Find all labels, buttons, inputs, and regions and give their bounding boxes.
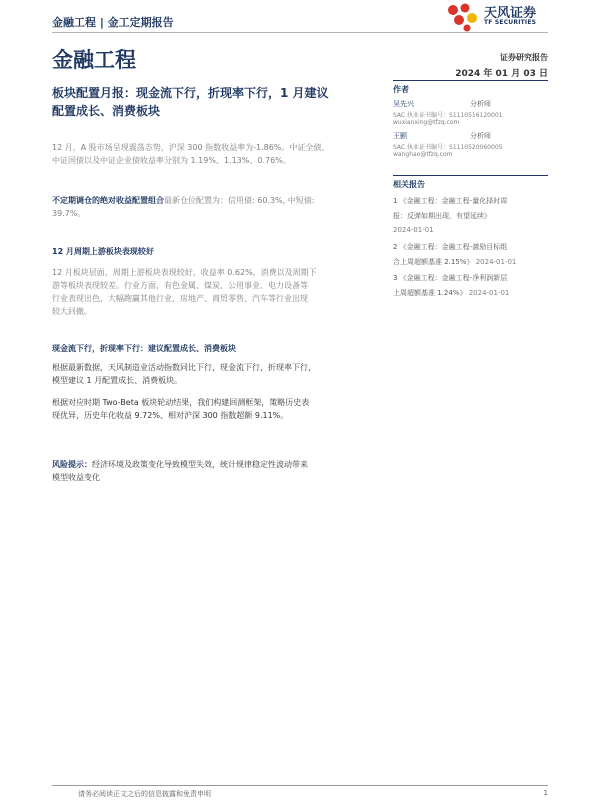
text-line: 经济环境及政策变化导致模型失效，统计规律稳定性波动带来 — [92, 460, 308, 469]
related-reports-heading: 相关报告 — [393, 175, 548, 190]
backtest-paragraph — [52, 396, 382, 422]
category-title: 金融工程 — [52, 48, 136, 72]
allocation-bold-label: 不定期调仓的绝对收益配置组合 — [52, 196, 164, 205]
report-type: 证券研究报告 — [500, 53, 548, 62]
text-line: 12 月板块层面，周期上游板块表现较好，收益率 0.62%，消费以及周期下 — [52, 268, 317, 277]
header-section-label: 金融工程 | 金工定期报告 — [52, 16, 174, 29]
section-heading-1: 12 月周期上游板块表现较好 — [52, 247, 154, 256]
text-line: 现优异，历史年化收益 9.72%、相对沪深 300 指数超额 9.11%。 — [52, 411, 289, 420]
text-line: 12 月，A 股市场呈现震荡态势，沪深 300 指数收益率为-1.86%。中证全债、 — [52, 143, 330, 152]
text-line: 模型收益变化 — [52, 473, 100, 482]
sector-performance-paragraph — [52, 266, 382, 318]
author-name: 王颢 — [393, 132, 407, 140]
main-title-line-2: 配置成长、消费板块 — [52, 104, 161, 118]
related-report-line[interactable]: 2 《金融工程：金融工程-激励目标组 — [393, 243, 508, 251]
report-date: 2024 年 01 月 03 日 — [455, 69, 548, 79]
text-line: 39.7%。 — [52, 209, 86, 218]
allocation-paragraph — [52, 194, 382, 220]
related-report-date: 2024-01-01 — [475, 258, 517, 266]
text-line: 最新仓位配置为：信用债: 60.3%, 中短债: — [164, 196, 315, 205]
text-line: 中证国债以及中证企业债收益率分别为 1.19%、1.13%、0.76%。 — [52, 156, 291, 165]
model-suggestion-paragraph — [52, 361, 382, 387]
logo-text-cn: 天风证券 — [484, 6, 537, 21]
author-sac: SAC 执业证书编号：S1110516120001 — [393, 112, 503, 119]
related-report-item-3[interactable] — [393, 288, 509, 298]
related-report-line[interactable]: 合上周超额基准 2.15%》 — [393, 258, 474, 266]
related-report-line[interactable]: 3 《金融工程：金融工程-净利润新层 — [393, 274, 508, 282]
text-line: 游等板块表现较差。行业方面，有色金属、煤炭、公用事业、电力设备等 — [52, 281, 308, 290]
main-title — [52, 84, 387, 120]
text-line: 较大回撤。 — [52, 307, 92, 316]
logo-text-en: TF SECURITIES — [484, 19, 537, 26]
header-divider — [52, 32, 548, 33]
author-name: 吴先兴 — [393, 100, 414, 108]
footer-divider — [52, 785, 548, 786]
main-title-line-1: 板块配置月报：现金流下行，折现率下行，1 月建议 — [52, 86, 329, 100]
related-report-date: 2024-01-01 — [393, 226, 434, 234]
related-report-line[interactable]: 1 《金融工程：金融工程-量化择时周 — [393, 197, 508, 205]
author-email[interactable]: wanghao@tfzq.com — [393, 151, 453, 158]
risk-warning — [52, 458, 382, 484]
market-summary-paragraph — [52, 141, 382, 167]
author-sac: SAC 执业证书编号：S1110520060005 — [393, 144, 503, 151]
author-email[interactable]: wuxianxing@tfzq.com — [393, 119, 460, 126]
page-number: 1 — [543, 789, 548, 797]
section-heading-2: 现金流下行，折现率下行：建议配置成长、消费板块 — [52, 344, 236, 353]
related-report-date: 2024-01-01 — [468, 289, 510, 297]
text-line: 根据最新数据，天风制造业活动指数同比下行，现金流下行，折现率下行， — [52, 363, 316, 372]
author-role: 分析师 — [470, 132, 491, 140]
author-role: 分析师 — [470, 100, 491, 108]
related-report-line[interactable]: 报：反弹如期出现，有望延续》 — [393, 212, 491, 220]
related-report-item-2[interactable] — [393, 257, 516, 267]
footer-disclaimer-note: 请务必阅读正文之后的信息披露和免责申明 — [78, 790, 211, 798]
text-line: 行业表现出色，大幅跑赢其他行业，房地产、商贸零售、汽车等行业出现 — [52, 294, 308, 303]
related-report-line[interactable]: 上周超额基准 1.24%》 — [393, 289, 467, 297]
authors-heading: 作者 — [393, 80, 548, 95]
risk-label: 风险提示： — [52, 460, 92, 469]
text-line: 根据对应时期 Two-Beta 板块轮动结果，我们构建回测框架，策略历史表 — [52, 398, 310, 407]
text-line: 模型建议 1 月配置成长、消费板块。 — [52, 376, 183, 385]
